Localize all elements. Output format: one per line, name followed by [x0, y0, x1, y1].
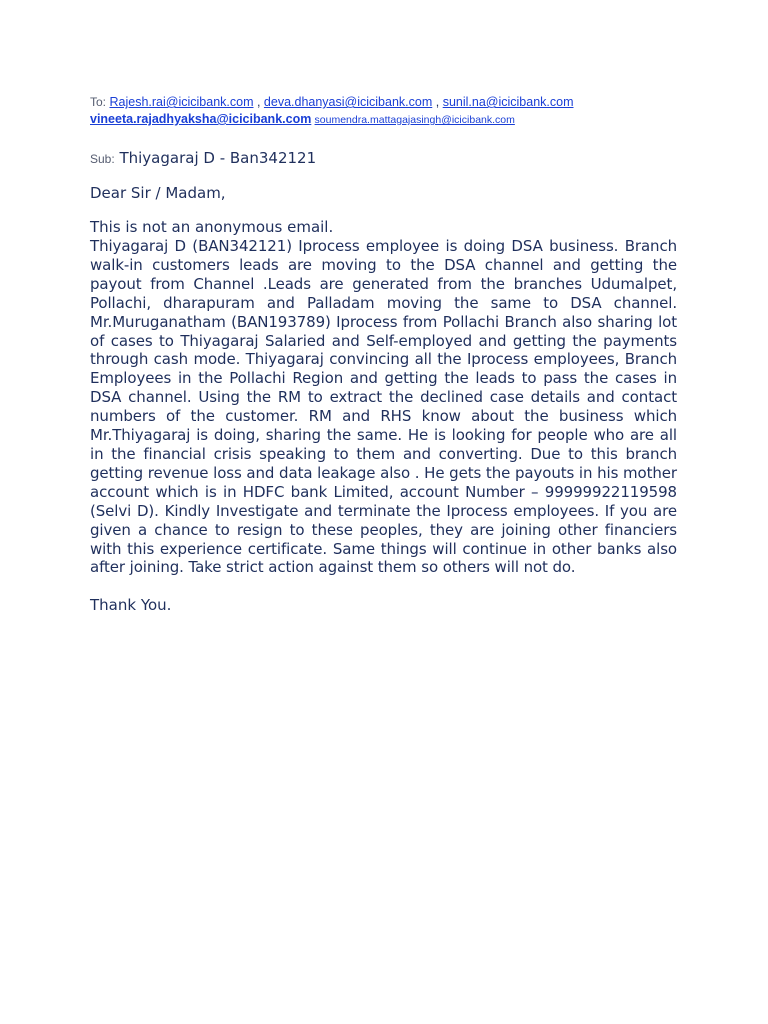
subject-line — [90, 148, 677, 169]
email-document — [90, 92, 677, 615]
cc-recipient-link-2[interactable]: soumendra.mattagajasingh@icicibank.com — [314, 114, 515, 126]
recipient-link-3[interactable]: sunil.na@icicibank.com — [442, 95, 574, 109]
subject-label: Sub: — [90, 152, 115, 166]
recipient-link-2[interactable]: deva.dhanyasi@icicibank.com — [263, 95, 433, 109]
subject-text: Thiyagaraj D - Ban342121 — [119, 149, 317, 167]
cc-recipient-link-1[interactable]: vineeta.rajadhyaksha@icicibank.com — [90, 112, 312, 126]
recipient-link-1[interactable]: Rajesh.rai@icicibank.com — [109, 95, 254, 109]
recipient-separator: , — [432, 95, 443, 109]
email-body: Thiyagaraj D (BAN342121) Iprocess employee is doing DSA business. Branch walk-in customers leads are moving to the DSA channel and getting the payout from Channel .Leads are generated from the branches Udumalpet, Pollachi, dharapuram and Palladam moving the same to DSA channel. Mr.Muruganatham (BAN193789) Iprocess from Pollachi Branch also sharing lot of cases to Thiyagaraj Salaried and Self-employed and getting the payments through cash mode. Thiyagaraj convincing all the Iprocess employees, Branch Employees in the Pollachi Region and getting the leads to pass the cases in DSA channel. Using the RM to extract the declined case details and contact numbers of the customer. RM and RHS know about the business which Mr.Thiyagaraj is doing, sharing the same. He is looking for people who are all in the financial crisis speaking to them and converting. Due to this branch getting revenue loss and data leakage also . He gets the payouts in his mother account which is in HDFC bank Limited, account Number – 99999922119598 (Selvi D). Kindly Investigate and terminate the Iprocess employees. If you are given a chance to resign to these peoples, they are joining other financiers with this experience certificate. Same things will continue in other banks also after joining. Take strict action against them so others will not do. — [90, 237, 677, 577]
to-label: To: — [90, 95, 107, 109]
greeting: Dear Sir / Madam, — [90, 184, 226, 202]
cc-line — [90, 111, 677, 129]
to-line — [90, 94, 677, 111]
recipient-separator: , — [253, 95, 264, 109]
closing: Thank You. — [90, 596, 172, 615]
intro-line: This is not an anonymous email. — [90, 218, 334, 236]
